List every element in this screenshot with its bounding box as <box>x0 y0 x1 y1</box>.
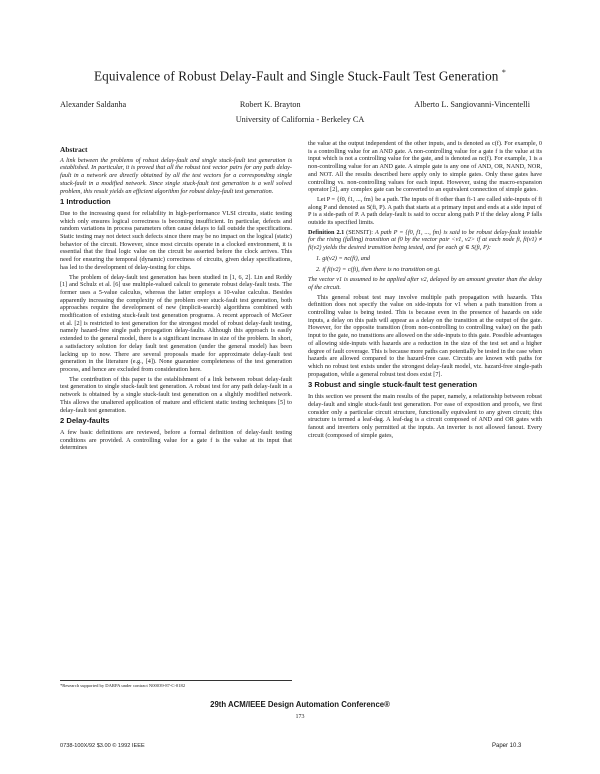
definition-body: A path P = {f0, f1, ..., fm} is said to be robust delay-fault testable for the rising (falling) transition at f0 by the vector pair <v1, v2> if at each node fi, fi(v1) ≠ fi(v2) yields the desired transition being tested, and for each gi ∈ S(fi, P): <box>308 228 542 252</box>
author-list <box>60 100 530 109</box>
left-column <box>60 140 292 454</box>
title-text: Equivalence of Robust Delay-Fault and Single Stuck-Fault Test Generation <box>93 68 499 84</box>
paragraph: Let P = {f0, f1, ..., fm} be a path. The inputs of fi other than fi-1 are called side-inputs of fi along P and denoted as S(fi, P). A path that starts at a primary input and ends at a side input of P is a side-path of P. A path delay-fault is said to occur along path P if the delay along P falls outside its specified limits. <box>308 195 542 227</box>
conference-name: 29th ACM/IEEE Design Automation Conference® <box>210 700 390 709</box>
author-2: Robert K. Brayton <box>239 100 301 109</box>
section-1-heading: 1 Introduction <box>60 197 111 207</box>
paragraph: This general robust test may involve multiple path propagation with hazards. This definition does not specify the value on side-inputs for v1 when a path transition from a controlling value is being tested. This is because even in the presence of hazards on side inputs, a delay on this path will appear as a delay on the transition at the output of the gate. However, for the opposite transition (from non-controlling to controlling value) on the path input to the gate, no transitions are allowed on the side-inputs to this gate. Possible advantages of allowing side-inputs with hazards are a reduction in the size of the test set and a higher degree of fault coverage. This is because more paths can potentially be tested in the case when hazards are allowed compared to the hazard-free case. Circuits are known with paths for which no robust test exists under the strongest delay-fault model, viz. hazard-free single-path propagation, while a general robust test does exist [7]. <box>308 293 542 378</box>
section-3-heading: 3 Robust and single stuck-fault test generation <box>308 380 478 390</box>
paper-title <box>0 68 600 84</box>
definition-item-1: 1. gi(v2) = nc(fi), and <box>316 254 371 262</box>
page-number: 173 <box>295 714 305 720</box>
paper-id: Paper 10.3 <box>492 743 522 749</box>
paragraph: The vector v1 is assumed to be applied after v2, delayed by an amount greater than the delay of the circuit. <box>308 276 542 291</box>
paragraph: the value at the output independent of the other inputs, and is denoted as c(f). For example, 0 is a controlling value for an AND gate. A non-controlling value for a gate f is the value at its input which is not a controlling value for the gate, and is denoted as nc(f). For example, 1 is a non-controlling value for an AND gate. A simple gate is any one of AND, OR, NAND, NOR, and NOT. All the results described here apply only to simple gates. Only these gates have controlling vs. non-controlling values for each input. However, using the macro-expansion operator [2], any complex gate can be converted to an equivalent connection of simple gates. <box>308 140 542 194</box>
author-3: Alberto L. Sangiovanni-Vincentelli <box>414 100 530 109</box>
right-column <box>308 140 542 441</box>
paragraph: The contribution of this paper is the establishment of a link between robust delay-fault test generation to single stuck-fault test generation. A robust test for any path delay-fault in a network is obtained by a single stuck-fault test generation on a slightly modified network. This allows the unaltered application of mature and efficient static testing techniques [5] to delay-fault test generation. <box>60 375 292 414</box>
affiliation: University of California - Berkeley CA <box>235 115 365 124</box>
title-footnote-mark: * <box>501 68 507 77</box>
paragraph: A few basic definitions are reviewed, before a formal definition of delay-fault testing conditions are provided. A controlling value for a gate f is the value at its input that determines <box>60 428 292 452</box>
paragraph: Due to the increasing quest for reliability in high-performance VLSI circuits, static testing which only ensures logical correctness is becoming insufficient. In particular, defects and random variations in process parameters often cause delays to fall outside the specifications. Static testing may not detect such defects since there may be no impact on the logical (static) behavior of the circuit. However, since most circuits operate in a clocked environment, it is essential that the final logic value on the circuit be asserted before the clock arrives. This need for ensuring the temporal (dynamic) correctness of circuits, given delay specifications, has led to the development of delay-testing for chips. <box>60 209 292 271</box>
paragraph: The problem of delay-fault test generation has been studied in [1, 6, 2]. Lin and Reddy [1] and Schulz et al. [6] use multiple-valued calculi to generate robust delay-fault tests. The former uses a 5-value calculus, whereas the latter employs a 10-value calculus. Besides apparently increasing the complexity of the problem over stuck-fault test generation, both approaches require the development of new (implicit-search) algorithms combined with modification of existing stuck-fault test generation programs. A recent approach of McGeer et al. [2] is restricted to test generation for the strongest model of robust delay-fault testing, namely hazard-free single path propagation delay-faults. Although this approach is easily extended to the general model, there is a significant increase in size of the problem. In short, a satisfactory solution for delay fault test generation (under the general model) has been lacking up to now. There are several proposals made for approximate delay-fault test generation in the literature (e.g., [4]). None guarantee completeness of the test generation process, and hence are excluded from consideration here. <box>60 273 292 373</box>
copyright-line: 0738-100X/92 $3.00 © 1992 IEEE <box>60 743 145 749</box>
abstract-heading: Abstract <box>60 145 88 154</box>
definition-item-2: 2. if fi(v2) = c(fi), then there is no transition on gi. <box>316 265 441 273</box>
section-2-heading: 2 Delay-faults <box>60 416 110 426</box>
author-1: Alexander Saldanha <box>60 100 127 109</box>
footnote: *Research supported by DARPA under contract N00039-87-C-0182 <box>60 680 292 688</box>
definition-title: Definition 2.1 <box>308 228 345 236</box>
paragraph: In this section we present the main results of the paper, namely, a relationship between robust delay-fault and single stuck-fault test generation. For ease of exposition and proofs, we first consider only a particular circuit structure, functionally equivalent to any given circuit; this structure is termed a leaf-dag. A leaf-dag is a circuit composed of AND and OR gates with fanout and inverters only permitted at the inputs. An inverter is not allowed fanout. Every circuit (composed of simple gates, <box>308 393 542 439</box>
definition-cite: (SENSIT): <box>346 228 373 236</box>
definition <box>308 229 542 252</box>
abstract-text: A link between the problems of robust delay-fault and single stuck-fault test generation is established. In particular, it is proved that all the robust test vector pairs for any path delay-fault in a network are directly obtained by all the test vectors for a corresponding single stuck-fault in a modified network. Since single stuck-fault test generation is a well solved problem, this result yields an efficient algorithm for robust delay-fault test generation. <box>60 156 292 195</box>
